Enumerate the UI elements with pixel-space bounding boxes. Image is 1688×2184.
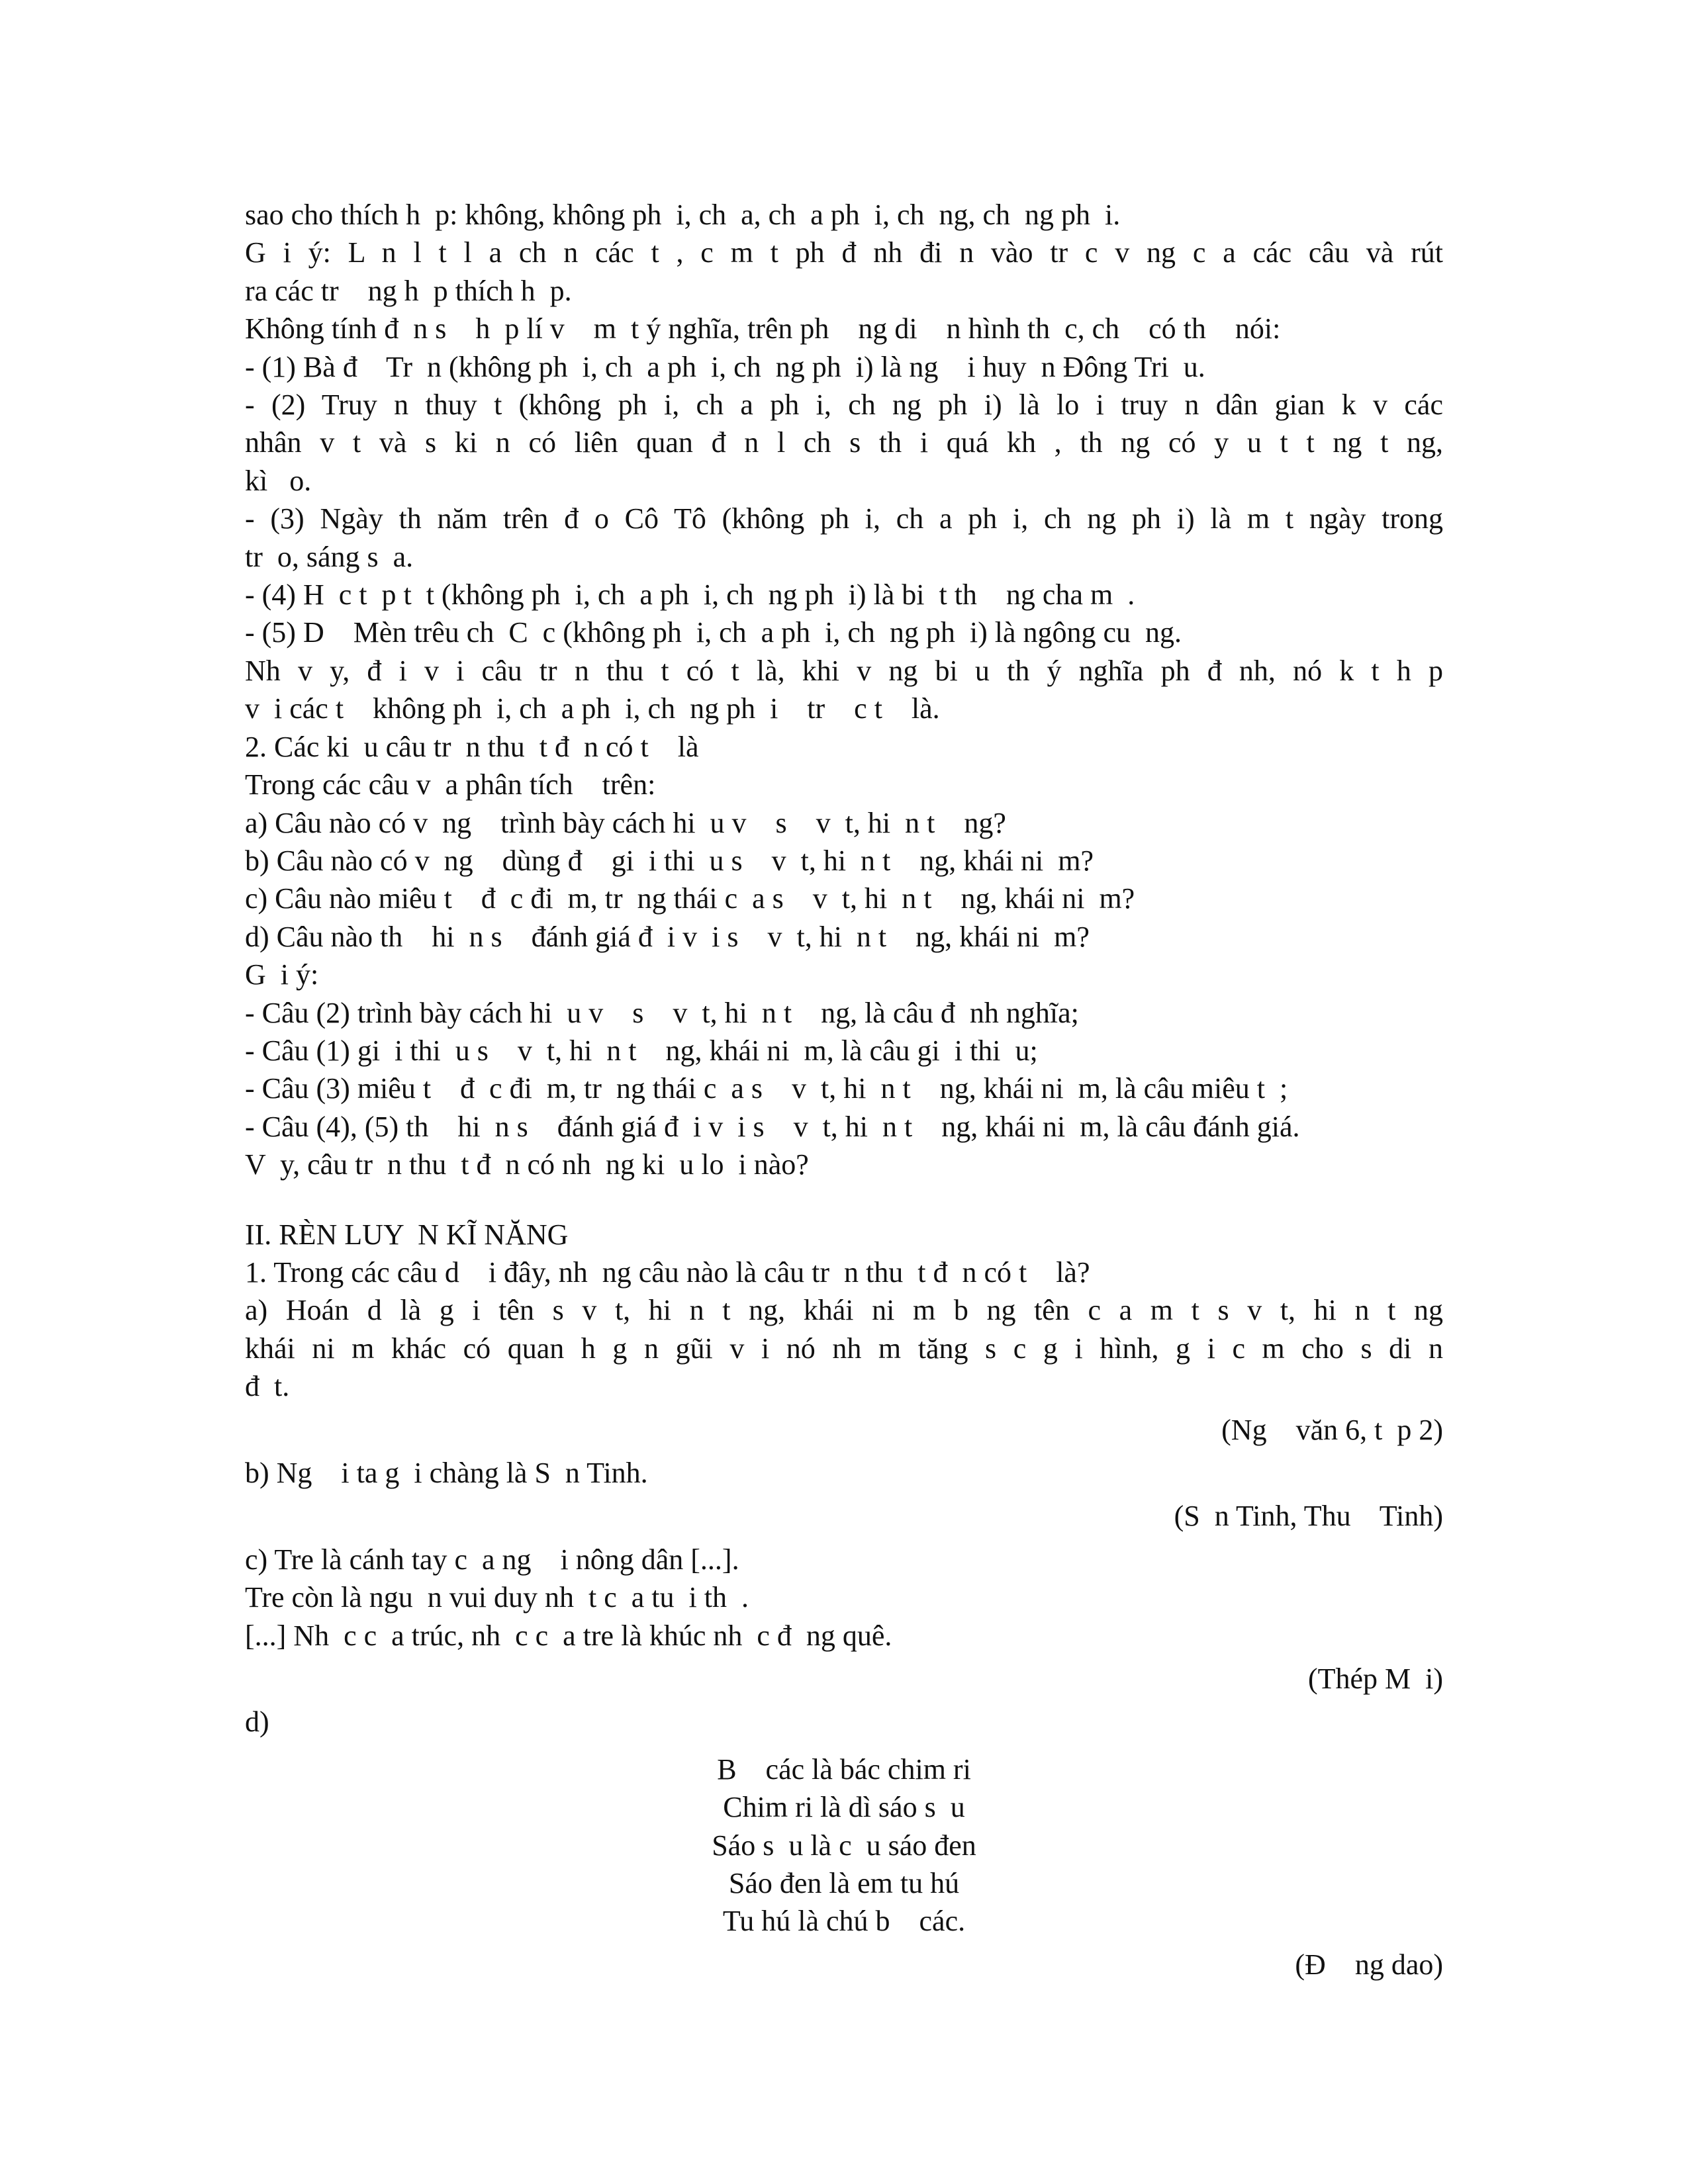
poem-line: Sáo đen là em tu hú [728, 1867, 960, 1900]
exercise-item-d [245, 1703, 1443, 1983]
text-line: [...] Nh c c a trúc, nh c c a tre là khúc nh c đ ng quê. [245, 1619, 892, 1652]
text-line: tr o, sáng s a. [245, 540, 414, 573]
question-b: b) Câu nào có v ng dùng đ gi i thi u s v t, hi n t ng, khái ni m? [245, 844, 1094, 877]
text-line: Trong các câu v a phân tích trên: [245, 768, 656, 801]
text-line: - (1) Bà đ Tr n (không ph i, ch a ph i, ch ng ph i) là ng i huy n Đông Tri u. [245, 350, 1205, 383]
document-page [245, 196, 1443, 1983]
hint-line: - Câu (4), (5) th hi n s đánh giá đ i v i s v t, hi n t ng, khái ni m, là câu đánh giá. [245, 1110, 1300, 1143]
section-title: II. RÈN LUY N KĨ NĂNG [245, 1218, 569, 1251]
text-line: v i các t không ph i, ch a ph i, ch ng ph i tr c t là. [245, 692, 940, 725]
text-line: sao cho thích h p: không, không ph i, ch a, ch a ph i, ch ng, ch ng ph i. [245, 199, 1121, 231]
poem-line: Chim ri là dì sáo s u [723, 1791, 965, 1824]
question-a: a) Câu nào có v ng trình bày cách hi u v s v t, hi n t ng? [245, 806, 1006, 839]
text-line: khái ni m khác có quan h g n gũi v i nó nh m tăng s c g i hình, g i c m cho s di n [245, 1332, 1443, 1365]
hint-line: - Câu (1) gi i thi u s v t, hi n t ng, khái ni m, là câu gi i thi u; [245, 1034, 1038, 1067]
text-line: G i ý: L n l t l a ch n các t , c m t ph đ nh đi n vào tr c v ng c a các câu và rút [245, 236, 1443, 269]
question-d: d) Câu nào th hi n s đánh giá đ i v i s v t, hi n t ng, khái ni m? [245, 920, 1090, 953]
poem-line: B các là bác chim ri [717, 1752, 971, 1786]
hint-label: G i ý: [245, 958, 319, 991]
section-heading: 2. Các ki u câu tr n thu t đ n có t là [245, 730, 699, 763]
source-citation: (Ng văn 6, t p 2) [1221, 1413, 1443, 1446]
text-line: c) Tre là cánh tay c a ng i nông dân [...]. [245, 1543, 739, 1576]
main-text [245, 196, 1443, 1184]
text-line: - (3) Ngày th năm trên đ o Cô Tô (không ph i, ch a ph i, ch ng ph i) là m t ngày trong [245, 502, 1443, 535]
text-line: Nh v y, đ i v i câu tr n thu t có t là, khi v ng bi u th ý nghĩa ph đ nh, nó k t h p [245, 654, 1443, 687]
item-label: d) [245, 1706, 269, 1739]
exercise-item-c [245, 1541, 1443, 1698]
hint-line: - Câu (3) miêu t đ c đi m, tr ng thái c a s v t, hi n t ng, khái ni m, là câu miêu t ; [245, 1072, 1288, 1105]
poem-line: Sáo s u là c u sáo đen [712, 1829, 976, 1862]
text-line: b) Ng i ta g i chàng là S n Tinh. [245, 1457, 648, 1489]
source-citation: (S n Tinh, Thu Tinh) [1174, 1500, 1443, 1533]
source-citation: (Đ ng dao) [1295, 1948, 1443, 1981]
text-line: - (2) Truy n thuy t (không ph i, ch a ph i, ch ng ph i) là lo i truy n dân gian k v các [245, 388, 1443, 422]
text-line: kì o. [245, 464, 312, 497]
text-line: V y, câu tr n thu t đ n có nh ng ki u lo i nào? [245, 1148, 809, 1181]
text-line: Không tính đ n s h p lí v m t ý nghĩa, trên ph ng di n hình th c, ch có th nói: [245, 312, 1281, 345]
text-line: nhân v t và s ki n có liên quan đ n l ch s th i quá kh , th ng có y u t t ng t ng, [245, 426, 1443, 459]
text-line: - (4) H c t p t t (không ph i, ch a ph i, ch ng ph i) là bi t th ng cha m . [245, 578, 1135, 612]
text-line: ra các tr ng h p thích h p. [245, 274, 572, 307]
hint-line: - Câu (2) trình bày cách hi u v s v t, hi n t ng, là câu đ nh nghĩa; [245, 996, 1079, 1029]
text-line: đ t. [245, 1370, 290, 1403]
folk-poem [245, 1751, 1443, 1940]
exercise-intro: 1. Trong các câu d i đây, nh ng câu nào là câu tr n thu t đ n có t là? [245, 1255, 1090, 1289]
exercise-item-b [245, 1454, 1443, 1535]
text-line: a) Hoán d là g i tên s v t, hi n t ng, khái ni m b ng tên c a m t s v t, hi n t ng [245, 1294, 1443, 1327]
question-c: c) Câu nào miêu t đ c đi m, tr ng thái c a s v t, hi n t ng, khái ni m? [245, 882, 1135, 915]
source-citation: (Thép M i) [1307, 1662, 1443, 1696]
text-line: Tre còn là ngu n vui duy nh t c a tu i th . [245, 1581, 749, 1614]
exercise-item-a [245, 1291, 1443, 1449]
text-line: - (5) D Mèn trêu ch C c (không ph i, ch a ph i, ch ng ph i) là ngông cu ng. [245, 616, 1182, 649]
poem-line: Tu hú là chú b các. [722, 1905, 966, 1938]
